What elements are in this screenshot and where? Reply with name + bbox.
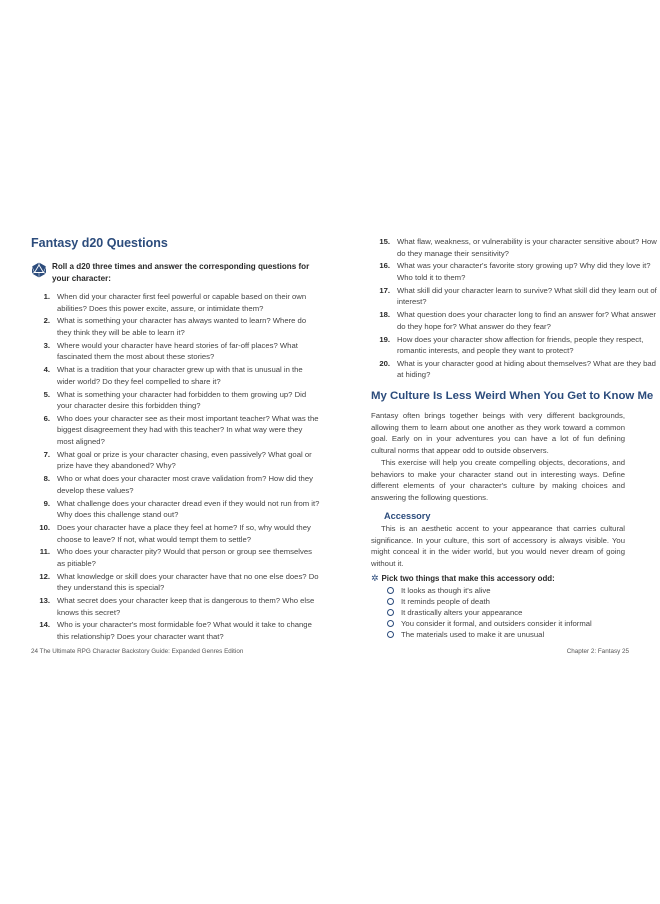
item-text: What is your character good at hiding about themselves? What are they bad at hiding? [397,358,656,380]
choice-option[interactable] [387,596,627,607]
radio-circle-icon[interactable] [387,587,394,594]
item-number: 11. [39,547,50,557]
item-number: 1. [43,292,50,301]
item-text: When did your character first feel powerful or capable based on their own abilities? Does this power excite, assure, or intimidate them? [57,292,307,313]
choice-option[interactable] [387,585,627,596]
option-text: The materials used to make it are unusual [401,630,545,640]
section-heading: My Culture Is Less Weird When You Get to Know Me [371,390,654,402]
list-item [31,291,321,314]
list-item [371,309,660,332]
choice-option[interactable] [387,618,627,629]
item-text: What challenge does your character dread even if they would not run from it? Why does this challenge stand out? [57,498,320,520]
item-number: 12. [39,571,50,581]
subsection-heading: Accessory [384,511,431,521]
intro-prompt [31,261,316,284]
list-item [31,571,321,594]
item-text: How does your character show affection for friends, people they respect, romantic interests, and people they want to protect? [397,334,644,356]
option-text: It looks as though it's alive [401,586,491,595]
page-footer: Chapter 2: Fantasy 25 [566,648,629,655]
item-number: 6. [43,413,50,423]
right-page [330,0,660,904]
item-number: 13. [39,596,50,606]
list-item [31,546,321,569]
question-list-continued [371,236,660,382]
choice-option[interactable] [387,629,627,640]
item-number: 3. [43,340,50,350]
list-item [31,315,321,338]
list-item [31,413,321,448]
item-text: What is something your character has always wanted to learn? Where do they think they will be able to learn it? [57,316,307,337]
item-text: What was your character's favorite story growing up? Why did they love it? Who told it to them? [397,261,651,282]
item-text: Who or what does your character most crave validation from? How did they develop these values? [57,474,313,495]
section-heading: Fantasy d20 Questions [31,236,168,250]
radio-circle-icon[interactable] [387,598,394,605]
list-item [31,473,321,496]
choice-list [387,585,627,640]
item-number: 4. [43,365,50,375]
option-text: It reminds people of death [401,597,490,607]
list-item [31,364,321,387]
item-number: 18. [379,310,390,320]
list-item [31,595,321,618]
item-text: What secret does your character keep that is dangerous to them? Who else knows this secret? [57,596,315,617]
choice-prompt-text: Pick two things that make this accessory odd: [381,574,555,583]
option-text: You consider it formal, and outsiders consider it informal [401,619,592,629]
item-number: 9. [43,498,50,508]
item-text: What goal or prize is your character chasing, even passively? What goal or prize have they abandoned? Why? [57,449,312,471]
intro-text: Roll a d20 three times and answer the corresponding questions for your character: [52,262,310,283]
choice-option[interactable] [387,607,627,618]
item-number: 15. [379,237,390,246]
item-text: Who does your character pity? Would that person or group see themselves as pitiable? [57,547,312,568]
item-number: 16. [379,261,390,271]
radio-circle-icon[interactable] [387,609,394,616]
radio-circle-icon[interactable] [387,631,394,638]
item-text: Where would your character have heard stories of far-off places? What fascinated them the most about these stories? [57,340,298,362]
item-text: What knowledge or skill does your character have that no one else does? Do they understand this is special? [57,571,319,593]
option-text: It drastically alters your appearance [401,608,523,618]
radio-circle-icon[interactable] [387,620,394,627]
item-number: 8. [43,474,50,484]
body-paragraph: This exercise will help you create compelling objects, decorations, and behaviors to make your character stand out in interesting ways. Define different elements of your character's culture by making choices and answering the following questions. [371,458,625,502]
item-text: What question does your character long to find an answer for? What answer do they hope for? What answer do they fear? [397,310,656,331]
d20-die-icon [31,262,47,278]
list-item [31,449,321,472]
list-item [371,260,660,283]
question-list [31,291,321,644]
item-number: 2. [43,316,50,326]
list-item [31,522,321,545]
item-number: 17. [379,285,390,295]
page-footer: 24 The Ultimate RPG Character Backstory Guide: Expanded Genres Edition [31,648,244,655]
body-paragraph: Fantasy often brings together beings with very different backgrounds, allowing them to learn about one another as they work toward a common goal. Early on in your adventures you can have a lot of fun defining cultural norms that appear odd to outside observers. [371,411,625,455]
list-item [31,619,321,642]
item-text: Does your character have a place they feel at home? If so, why would they choose to leave? If not, what would tempt them to settle? [57,522,311,544]
item-number: 19. [379,334,390,344]
list-item [31,389,321,412]
gear-icon: ✲ [371,573,379,583]
choice-prompt [371,573,555,584]
item-number: 7. [43,449,50,459]
list-item [371,358,660,381]
item-text: What skill did your character learn to survive? What skill did they learn out of interest? [397,285,657,307]
item-number: 5. [43,389,50,399]
body-paragraph: This is an aesthetic accent to your appearance that carries cultural significance. In your culture, this sort of accessory is always visible. You might conceal it in the wider world, but you would never dream of going without it. [371,524,625,568]
item-number: 20. [379,358,390,368]
list-item [371,334,660,357]
item-text: What is a tradition that your character grew up with that is unusual in the wider world? Do they feel compelled to share it? [57,365,303,386]
item-text: Who does your character see as their most important teacher? What was the biggest disagreement they had with this teacher? In what way were they most aligned? [57,413,319,447]
item-text: What flaw, weakness, or vulnerability is your character sensitive about? How do they manage their sensitivity? [397,237,657,258]
item-text: Who is your character's most formidable foe? What would it take to change this relationship? Does your character want that? [57,620,312,642]
item-text: What is something your character had forbidden to them growing up? Did your character desire this forbidden thing? [57,389,307,411]
list-item [31,340,321,363]
list-item [371,236,660,259]
list-item [371,285,660,308]
list-item [31,498,321,521]
item-number: 10. [39,522,50,532]
item-number: 14. [39,620,50,630]
